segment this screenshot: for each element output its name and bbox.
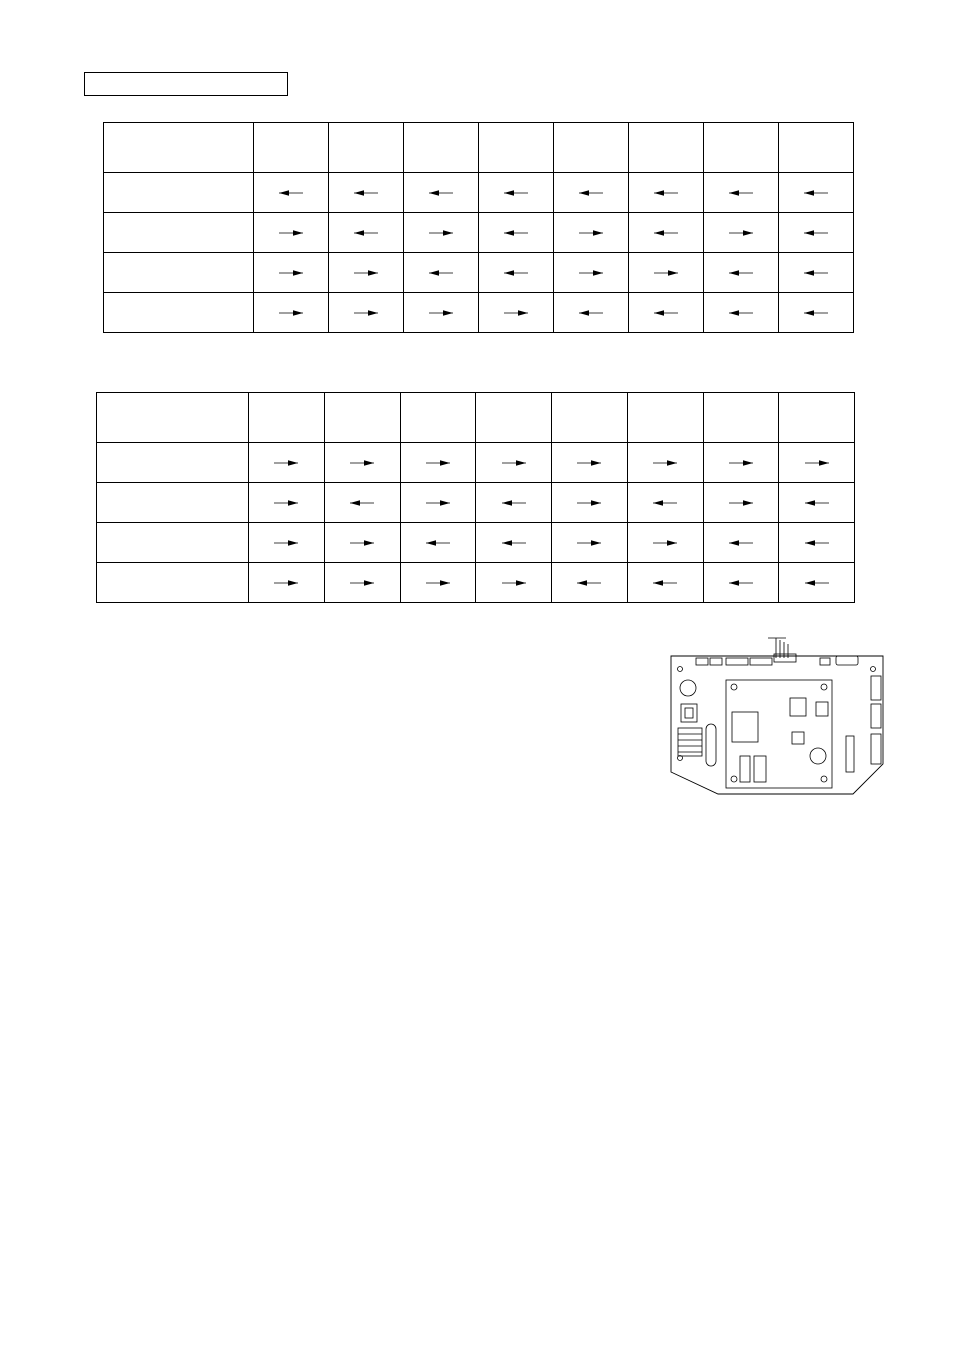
arrow-right-icon (652, 459, 678, 467)
arrow-right-icon (425, 499, 451, 507)
arrow-left-icon (501, 539, 527, 547)
arrow-left-icon (803, 309, 829, 317)
arrow-left-icon (804, 579, 830, 587)
switch-cell (704, 293, 779, 333)
dip-switch-table-2 (96, 392, 855, 603)
switch-cell (779, 483, 855, 523)
switch-cell (627, 443, 703, 483)
header-switch-cell (704, 123, 779, 173)
arrow-right-icon (503, 309, 529, 317)
arrow-left-icon (425, 539, 451, 547)
switch-cell (249, 483, 325, 523)
switch-cell (249, 443, 325, 483)
table-row (104, 173, 854, 213)
arrow-left-icon (728, 189, 754, 197)
arrow-right-icon (576, 539, 602, 547)
arrow-left-icon (503, 269, 529, 277)
arrow-left-icon (653, 189, 679, 197)
switch-cell (629, 293, 704, 333)
switch-cell (324, 443, 400, 483)
arrow-right-icon (728, 229, 754, 237)
arrow-left-icon (803, 229, 829, 237)
arrow-right-icon (804, 459, 830, 467)
header-switch-cell (400, 393, 476, 443)
arrow-right-icon (576, 499, 602, 507)
switch-cell (552, 443, 628, 483)
arrow-right-icon (653, 269, 679, 277)
switch-cell (479, 253, 554, 293)
arrow-left-icon (428, 189, 454, 197)
switch-cell (629, 213, 704, 253)
switch-cell (329, 253, 404, 293)
switch-cell (779, 523, 855, 563)
row-label-cell (97, 523, 249, 563)
switch-cell (324, 563, 400, 603)
arrow-left-icon (503, 229, 529, 237)
dip-switch-table-1 (103, 122, 854, 333)
switch-cell (554, 213, 629, 253)
switch-cell (552, 523, 628, 563)
switch-cell (779, 293, 854, 333)
header-switch-cell (254, 123, 329, 173)
switch-cell (476, 483, 552, 523)
section-title-box (84, 72, 288, 96)
switch-cell (254, 293, 329, 333)
row-label-cell (104, 293, 254, 333)
arrow-left-icon (501, 499, 527, 507)
arrow-right-icon (273, 499, 299, 507)
switch-cell (629, 173, 704, 213)
header-switch-cell (703, 393, 779, 443)
header-switch-cell (627, 393, 703, 443)
arrow-left-icon (653, 229, 679, 237)
header-switch-cell (779, 123, 854, 173)
arrow-right-icon (728, 459, 754, 467)
switch-cell (779, 173, 854, 213)
switch-cell (400, 523, 476, 563)
arrow-left-icon (803, 269, 829, 277)
header-switch-cell (779, 393, 855, 443)
arrow-right-icon (278, 229, 304, 237)
arrow-left-icon (576, 579, 602, 587)
arrow-left-icon (652, 579, 678, 587)
arrow-right-icon (278, 309, 304, 317)
switch-cell (703, 443, 779, 483)
switch-cell (627, 483, 703, 523)
switch-cell (479, 293, 554, 333)
header-switch-cell (249, 393, 325, 443)
arrow-right-icon (273, 579, 299, 587)
header-switch-cell (629, 123, 704, 173)
switch-cell (779, 443, 855, 483)
switch-cell (249, 523, 325, 563)
header-switch-cell (404, 123, 479, 173)
switch-cell (627, 523, 703, 563)
arrow-right-icon (578, 269, 604, 277)
switch-cell (703, 563, 779, 603)
arrow-right-icon (349, 459, 375, 467)
arrow-left-icon (803, 189, 829, 197)
switch-cell (552, 563, 628, 603)
switch-cell (329, 173, 404, 213)
arrow-right-icon (353, 309, 379, 317)
arrow-right-icon (652, 539, 678, 547)
switch-cell (476, 443, 552, 483)
arrow-left-icon (728, 269, 754, 277)
switch-cell (627, 563, 703, 603)
arrow-left-icon (503, 189, 529, 197)
table-row (97, 483, 855, 523)
table-row (104, 253, 854, 293)
arrow-right-icon (273, 539, 299, 547)
switch-cell (476, 523, 552, 563)
header-switch-cell (329, 123, 404, 173)
switch-cell (779, 253, 854, 293)
arrow-right-icon (353, 269, 379, 277)
switch-cell (554, 253, 629, 293)
switch-cell (629, 253, 704, 293)
switch-cell (479, 173, 554, 213)
switch-cell (254, 213, 329, 253)
arrow-right-icon (501, 459, 527, 467)
switch-cell (404, 253, 479, 293)
arrow-left-icon (578, 309, 604, 317)
arrow-left-icon (728, 579, 754, 587)
row-label-cell (97, 483, 249, 523)
switch-cell (552, 483, 628, 523)
arrow-right-icon (349, 539, 375, 547)
row-label-cell (104, 173, 254, 213)
switch-cell (404, 293, 479, 333)
switch-cell (249, 563, 325, 603)
header-switch-cell (552, 393, 628, 443)
header-row (104, 123, 854, 173)
arrow-left-icon (353, 229, 379, 237)
switch-cell (324, 483, 400, 523)
arrow-right-icon (278, 269, 304, 277)
row-label-cell (97, 563, 249, 603)
switch-cell (400, 483, 476, 523)
row-label-cell (104, 253, 254, 293)
switch-cell (329, 213, 404, 253)
switch-cell (404, 173, 479, 213)
arrow-left-icon (728, 309, 754, 317)
switch-cell (704, 213, 779, 253)
header-switch-cell (554, 123, 629, 173)
switch-cell (779, 563, 855, 603)
switch-cell (324, 523, 400, 563)
arrow-right-icon (428, 309, 454, 317)
arrow-left-icon (652, 499, 678, 507)
switch-cell (704, 173, 779, 213)
header-label-cell (97, 393, 249, 443)
arrow-right-icon (578, 229, 604, 237)
table-row (97, 443, 855, 483)
row-label-cell (104, 213, 254, 253)
table-row (104, 293, 854, 333)
arrow-left-icon (728, 539, 754, 547)
arrow-left-icon (353, 189, 379, 197)
header-switch-cell (476, 393, 552, 443)
table-row (97, 523, 855, 563)
switch-cell (404, 213, 479, 253)
switch-cell (254, 173, 329, 213)
arrow-left-icon (578, 189, 604, 197)
arrow-right-icon (728, 499, 754, 507)
arrow-right-icon (273, 459, 299, 467)
switch-cell (703, 523, 779, 563)
switch-cell (400, 563, 476, 603)
switch-cell (554, 293, 629, 333)
switch-cell (479, 213, 554, 253)
arrow-right-icon (425, 579, 451, 587)
arrow-right-icon (576, 459, 602, 467)
arrow-left-icon (349, 499, 375, 507)
arrow-left-icon (804, 539, 830, 547)
switch-cell (779, 213, 854, 253)
arrow-left-icon (804, 499, 830, 507)
table-row (97, 563, 855, 603)
row-label-cell (97, 443, 249, 483)
switch-cell (703, 483, 779, 523)
switch-cell (554, 173, 629, 213)
switch-cell (476, 563, 552, 603)
arrow-right-icon (501, 579, 527, 587)
header-label-cell (104, 123, 254, 173)
switch-cell (329, 293, 404, 333)
arrow-left-icon (428, 269, 454, 277)
arrow-right-icon (428, 229, 454, 237)
header-switch-cell (324, 393, 400, 443)
table-row (104, 213, 854, 253)
switch-cell (704, 253, 779, 293)
header-row (97, 393, 855, 443)
switch-cell (254, 253, 329, 293)
circuit-board-diagram (668, 636, 886, 798)
arrow-right-icon (425, 459, 451, 467)
switch-cell (400, 443, 476, 483)
arrow-left-icon (278, 189, 304, 197)
arrow-right-icon (349, 579, 375, 587)
arrow-left-icon (653, 309, 679, 317)
header-switch-cell (479, 123, 554, 173)
